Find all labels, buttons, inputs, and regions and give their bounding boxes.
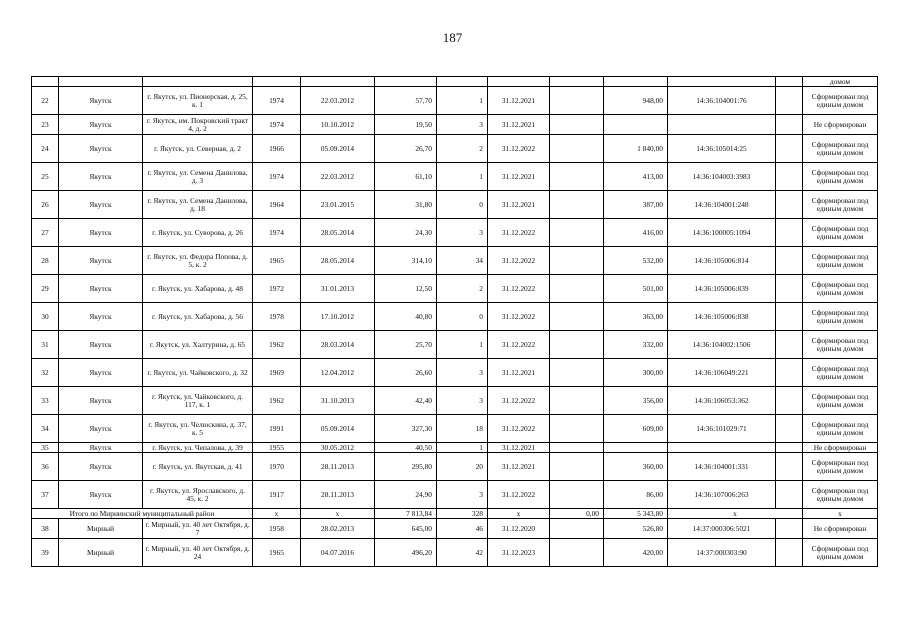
total-cell: x (253, 509, 301, 519)
table-cell: 24,30 (375, 219, 437, 247)
table-cell (550, 191, 604, 219)
table-cell: 413,00 (604, 163, 668, 191)
table-cell: домом (803, 77, 878, 87)
table-cell (488, 77, 550, 87)
table-cell: 1962 (253, 387, 301, 415)
table-cell: 25,70 (375, 331, 437, 359)
table-cell: 1917 (253, 481, 301, 509)
table-cell: 532,00 (604, 247, 668, 275)
table-row (32, 87, 878, 115)
table-cell: 28.03.2014 (301, 331, 375, 359)
table-cell: Не сформирован (803, 443, 878, 453)
table-cell: 2 (437, 135, 488, 163)
total-cell: x (668, 509, 803, 519)
table-cell: Не сформирован (803, 115, 878, 135)
table-cell-spacer (776, 303, 803, 331)
table-cell: 1 840,00 (604, 135, 668, 163)
table-cell: 42,40 (375, 387, 437, 415)
table-cell: 526,80 (604, 519, 668, 539)
table-cell-spacer (776, 163, 803, 191)
table-cell-spacer (776, 275, 803, 303)
table-cell: Сформирован под единым домом (803, 539, 878, 567)
table-cell: 31.12.2021 (488, 115, 550, 135)
table-cell: 14:36:105014:25 (668, 135, 776, 163)
table-cell: 23.01.2015 (301, 191, 375, 219)
table-cell: 31.12.2022 (488, 387, 550, 415)
table-cell: Якутск (59, 219, 143, 247)
total-row (32, 509, 878, 519)
table-cell: Якутск (59, 415, 143, 443)
table-cell: 356,00 (604, 387, 668, 415)
page-number: 187 (442, 30, 463, 45)
table-cell: г. Якутск, ул. Хабарова, д. 56 (143, 303, 253, 331)
table-cell: г. Мирный, ул. 40 лет Октября, д. 24 (143, 539, 253, 567)
table-cell (550, 443, 604, 453)
table-cell (375, 77, 437, 87)
table-cell: Якутск (59, 115, 143, 135)
table-cell: 28.11.2013 (301, 453, 375, 481)
table-cell: 34 (437, 247, 488, 275)
table-cell (550, 115, 604, 135)
total-cell: x (488, 509, 550, 519)
table-row (32, 359, 878, 387)
table-cell: 3 (437, 359, 488, 387)
table-row (32, 539, 878, 567)
table-cell: 1958 (253, 519, 301, 539)
table-cell (550, 415, 604, 443)
table-cell: Сформирован под единым домом (803, 481, 878, 509)
table-cell: Якутск (59, 481, 143, 509)
table-cell: 12,50 (375, 275, 437, 303)
table-cell: 31.12.2022 (488, 275, 550, 303)
table-cell: 29 (32, 275, 59, 303)
table-cell: г. Якутск, ул. Ярославского, д. 45, к. 2 (143, 481, 253, 509)
table-cell: г. Якутск, ул. Хабарова, д. 48 (143, 275, 253, 303)
table-cell: 04.07.2016 (301, 539, 375, 567)
table-cell: 363,00 (604, 303, 668, 331)
table-cell: 30.05.2012 (301, 443, 375, 453)
table-cell: Сформирован под единым домом (803, 219, 878, 247)
table-cell: 30 (32, 303, 59, 331)
table-cell: г. Якутск, ул. Чепалова, д. 39 (143, 443, 253, 453)
table-cell: 14:37:000306:5021 (668, 519, 776, 539)
table-cell: 31.12.2022 (488, 415, 550, 443)
table-cell: г. Якутск, им. Покровский тракт 4, д. 2 (143, 115, 253, 135)
table-cell-spacer (776, 481, 803, 509)
table-cell: 31.12.2022 (488, 303, 550, 331)
table-cell: 28.05.2014 (301, 247, 375, 275)
table-cell: г. Якутск, ул. Семена Данилова, д. 18 (143, 191, 253, 219)
table-cell: Не сформирован (803, 519, 878, 539)
table-row (32, 275, 878, 303)
table-cell: 23 (32, 115, 59, 135)
table-cell (32, 77, 59, 87)
table-cell (550, 539, 604, 567)
table-cell: 3 (437, 115, 488, 135)
table-cell-spacer (776, 519, 803, 539)
table-row (32, 191, 878, 219)
table-cell: 327,30 (375, 415, 437, 443)
table-cell: 61,10 (375, 163, 437, 191)
table-cell: Мирный (59, 539, 143, 567)
table-cell: 31.12.2022 (488, 135, 550, 163)
table-cell: 35 (32, 443, 59, 453)
table-cell: Якутск (59, 191, 143, 219)
total-label: Итого по Мирнинский муниципальный район (32, 509, 253, 519)
table-cell: г. Якутск, ул. Халтурина, д. 65 (143, 331, 253, 359)
table-cell: 37 (32, 481, 59, 509)
table-cell (604, 77, 668, 87)
table-cell: 1974 (253, 87, 301, 115)
table-cell: 1 (437, 87, 488, 115)
table-cell: 26,60 (375, 359, 437, 387)
table-cell: 1974 (253, 115, 301, 135)
table-cell: г. Якутск, ул. Челюскина, д. 37, к. 5 (143, 415, 253, 443)
table-cell: 501,00 (604, 275, 668, 303)
table-cell: 360,00 (604, 453, 668, 481)
total-cell: 0,00 (550, 509, 604, 519)
table-cell: г. Мирный, ул. 40 лет Октября, д. 7 (143, 519, 253, 539)
table-cell (550, 359, 604, 387)
table-cell-spacer (776, 219, 803, 247)
table-cell: 1966 (253, 135, 301, 163)
table-cell (550, 453, 604, 481)
table-cell (550, 163, 604, 191)
table-cell: 1965 (253, 247, 301, 275)
table-cell: 05.09.2014 (301, 415, 375, 443)
table-cell: 1 (437, 163, 488, 191)
table-cell: 38 (32, 519, 59, 539)
table-row (32, 331, 878, 359)
table-cell: 25 (32, 163, 59, 191)
table-cell: 14:37:000303:90 (668, 539, 776, 567)
table-cell: 14:36:105006:839 (668, 275, 776, 303)
table-cell: 31.12.2022 (488, 331, 550, 359)
table-cell-spacer (776, 415, 803, 443)
table-cell: 31.12.2022 (488, 481, 550, 509)
table-cell: 3 (437, 387, 488, 415)
table-cell: 24,90 (375, 481, 437, 509)
table-cell: Сформирован под единым домом (803, 415, 878, 443)
table-cell: 36 (32, 453, 59, 481)
table-cell (550, 387, 604, 415)
table-cell: 28.05.2014 (301, 219, 375, 247)
table-cell: 609,00 (604, 415, 668, 443)
table-cell: Якутск (59, 275, 143, 303)
table-cell-spacer (776, 87, 803, 115)
table-cell: 295,80 (375, 453, 437, 481)
table-cell: Якутск (59, 331, 143, 359)
table-cell: 1 (437, 331, 488, 359)
table-cell (550, 481, 604, 509)
table-cell (668, 115, 776, 135)
table-cell: 14:36:107006:263 (668, 481, 776, 509)
table-cell: 0 (437, 303, 488, 331)
table-cell: 14:36:104002:1506 (668, 331, 776, 359)
table-cell-spacer (776, 247, 803, 275)
table-cell: 31.12.2020 (488, 519, 550, 539)
table-cell: 57,70 (375, 87, 437, 115)
table-cell: 28 (32, 247, 59, 275)
table-cell (604, 443, 668, 453)
table-cell: 14:36:105006:814 (668, 247, 776, 275)
table-cell: 1991 (253, 415, 301, 443)
table-cell: 42 (437, 539, 488, 567)
table-cell: 1955 (253, 443, 301, 453)
table-cell (253, 77, 301, 87)
table-cell: 1974 (253, 163, 301, 191)
table-cell: 1 (437, 443, 488, 453)
table-cell: Сформирован под единым домом (803, 359, 878, 387)
table-cell: 05.09.2014 (301, 135, 375, 163)
table-row (32, 443, 878, 453)
table-cell: г. Якутск, ул. Чайковского, д. 32 (143, 359, 253, 387)
table-cell: 14:36:104001:76 (668, 87, 776, 115)
table-cell: 1970 (253, 453, 301, 481)
table-cell: 24 (32, 135, 59, 163)
table-row (32, 303, 878, 331)
table-cell: 1974 (253, 219, 301, 247)
table-cell: 1969 (253, 359, 301, 387)
table-cell: г. Якутск, ул. Федора Попова, д. 5, к. 2 (143, 247, 253, 275)
table-cell: 12.04.2012 (301, 359, 375, 387)
table-cell-spacer (776, 359, 803, 387)
table-row (32, 219, 878, 247)
table-cell: 1964 (253, 191, 301, 219)
table-cell: 22.03.2012 (301, 163, 375, 191)
table-cell: 14:36:106049:221 (668, 359, 776, 387)
table-cell (550, 87, 604, 115)
table-cell: 22.03.2012 (301, 87, 375, 115)
table-cell (550, 303, 604, 331)
table-cell: 0 (437, 191, 488, 219)
table-cell-spacer (776, 331, 803, 359)
table-cell-spacer (776, 443, 803, 453)
table-cell: 28.11.2013 (301, 481, 375, 509)
table-cell: г. Якутск, ул. Суворова, д. 26 (143, 219, 253, 247)
table-cell: 31.10.2013 (301, 387, 375, 415)
table-cell: 40,80 (375, 303, 437, 331)
table-cell: 3 (437, 219, 488, 247)
table-cell: 31.12.2021 (488, 453, 550, 481)
table-cell: г. Якутск, ул. Семена Данилова, д. 3 (143, 163, 253, 191)
table-cell: Якутск (59, 303, 143, 331)
table-cell: Сформирован под единым домом (803, 191, 878, 219)
table-row (32, 453, 878, 481)
table-cell-spacer (776, 539, 803, 567)
table-cell: Якутск (59, 387, 143, 415)
table-cell: 86,00 (604, 481, 668, 509)
table-cell: 31.12.2021 (488, 443, 550, 453)
table-cell: Сформирован под единым домом (803, 135, 878, 163)
table-cell (437, 77, 488, 87)
table-cell: 1965 (253, 539, 301, 567)
table-cell: 32 (32, 359, 59, 387)
table-cell (550, 275, 604, 303)
table-cell: 1972 (253, 275, 301, 303)
table-row (32, 163, 878, 191)
table-cell: 31,80 (375, 191, 437, 219)
table-cell: 31.12.2022 (488, 219, 550, 247)
table-cell (143, 77, 253, 87)
table-cell (59, 77, 143, 87)
table-cell (550, 219, 604, 247)
table-cell: 33 (32, 387, 59, 415)
table-cell: 31.12.2021 (488, 87, 550, 115)
table-cell: Сформирован под единым домом (803, 247, 878, 275)
table-cell: 14:36:106053:362 (668, 387, 776, 415)
table-cell: 31.12.2022 (488, 247, 550, 275)
table-cell: 31.12.2021 (488, 191, 550, 219)
table-cell (776, 77, 803, 87)
table-cell (550, 135, 604, 163)
table-cell: Якутск (59, 359, 143, 387)
table-cell: 39 (32, 539, 59, 567)
table-cell (550, 331, 604, 359)
table-row (32, 415, 878, 443)
table-cell: 332,00 (604, 331, 668, 359)
total-cell: 7 813,84 (375, 509, 437, 519)
table-cell (668, 77, 776, 87)
table-cell: Сформирован под единым домом (803, 331, 878, 359)
table-cell: 10.10.2012 (301, 115, 375, 135)
table-cell: 1962 (253, 331, 301, 359)
table-cell: 46 (437, 519, 488, 539)
table-row (32, 387, 878, 415)
table-cell: 22 (32, 87, 59, 115)
table-cell: 2 (437, 275, 488, 303)
table-cell: 420,00 (604, 539, 668, 567)
table-cell (301, 77, 375, 87)
table-cell: Сформирован под единым домом (803, 163, 878, 191)
housing-registry-table (31, 76, 878, 567)
table-cell: г. Якутск, ул. Северная, д. 2 (143, 135, 253, 163)
table-cell (550, 77, 604, 87)
table-cell: Якутск (59, 87, 143, 115)
table-cell: 387,00 (604, 191, 668, 219)
table-cell: Якутск (59, 247, 143, 275)
table-cell: 14:36:101029:71 (668, 415, 776, 443)
table-cell: 645,00 (375, 519, 437, 539)
table-cell: Сформирован под единым домом (803, 387, 878, 415)
table-cell: 1978 (253, 303, 301, 331)
table-row (32, 77, 878, 87)
table-cell-spacer (776, 191, 803, 219)
table-cell: 27 (32, 219, 59, 247)
table-cell: Якутск (59, 453, 143, 481)
table-cell: 14:36:100005:1094 (668, 219, 776, 247)
table-cell: 31.12.2021 (488, 359, 550, 387)
table-cell-spacer (776, 135, 803, 163)
table-cell (668, 443, 776, 453)
table-cell-spacer (776, 115, 803, 135)
table-cell: Сформирован под единым домом (803, 275, 878, 303)
table-cell: 14:36:104001:331 (668, 453, 776, 481)
table-row (32, 519, 878, 539)
total-cell: 328 (437, 509, 488, 519)
table-cell: 3 (437, 481, 488, 509)
table-cell: 314,10 (375, 247, 437, 275)
table-row (32, 481, 878, 509)
table-cell: 26,70 (375, 135, 437, 163)
table-cell: 416,00 (604, 219, 668, 247)
table-row (32, 115, 878, 135)
table-cell (604, 115, 668, 135)
total-cell: x (803, 509, 878, 519)
table-cell: Якутск (59, 135, 143, 163)
table-row (32, 247, 878, 275)
table-cell: г. Якутск, ул. Якутская, д. 41 (143, 453, 253, 481)
table-cell: г. Якутск, ул. Чайковского, д. 117, к. 1 (143, 387, 253, 415)
table-cell: г. Якутск, ул. Пионерская, д. 25, к. 1 (143, 87, 253, 115)
table-cell: Якутск (59, 163, 143, 191)
table-cell: Якутск (59, 443, 143, 453)
table-cell: 14:36:104003:3983 (668, 163, 776, 191)
table-cell: 496,20 (375, 539, 437, 567)
table-cell-spacer (776, 453, 803, 481)
table-cell: 14:36:105006:838 (668, 303, 776, 331)
table-cell: 31.12.2021 (488, 163, 550, 191)
table-cell: 26 (32, 191, 59, 219)
table-row (32, 135, 878, 163)
table-cell: 31.01.2013 (301, 275, 375, 303)
table-cell: 948,00 (604, 87, 668, 115)
table-cell: 300,00 (604, 359, 668, 387)
table-cell: 31 (32, 331, 59, 359)
table-cell: 31.12.2023 (488, 539, 550, 567)
table-cell: 14:36:104001:248 (668, 191, 776, 219)
table-cell: 40,50 (375, 443, 437, 453)
table-cell: 34 (32, 415, 59, 443)
table-cell: 17.10.2012 (301, 303, 375, 331)
table-cell: 28.02.2013 (301, 519, 375, 539)
table-cell (550, 519, 604, 539)
table-cell: Мирный (59, 519, 143, 539)
total-cell: x (301, 509, 375, 519)
table-cell: Сформирован под единым домом (803, 303, 878, 331)
table-cell (550, 247, 604, 275)
table-cell: 18 (437, 415, 488, 443)
table-cell-spacer (776, 387, 803, 415)
total-cell: 5 343,80 (604, 509, 668, 519)
table-cell: Сформирован под единым домом (803, 453, 878, 481)
table-cell: 19,50 (375, 115, 437, 135)
table-cell: 20 (437, 453, 488, 481)
table-cell: Сформирован под единым домом (803, 87, 878, 115)
